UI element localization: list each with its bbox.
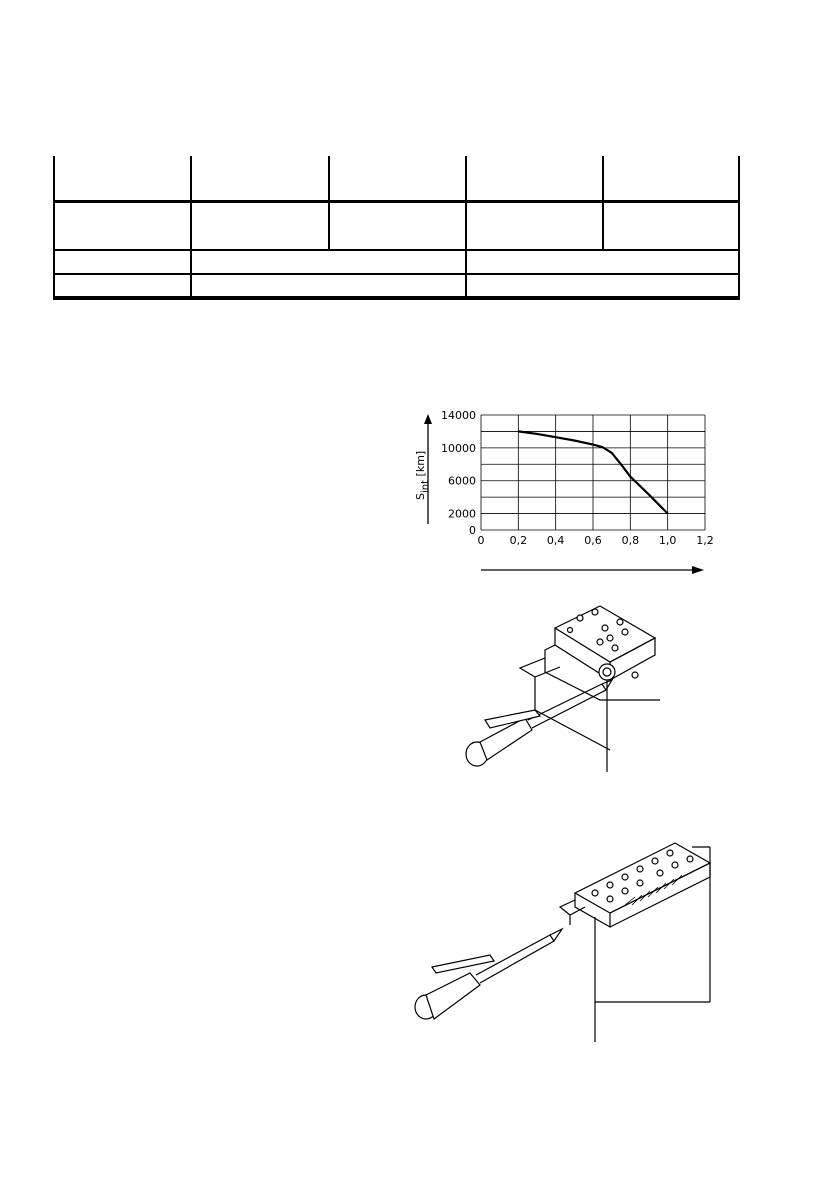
table-rule	[53, 296, 740, 300]
table-divider	[53, 156, 55, 300]
screwdriver-icon	[450, 600, 670, 780]
y-tick-label: 0	[469, 524, 476, 537]
table-rule	[53, 249, 740, 251]
x-tick-label: 1,2	[696, 534, 714, 547]
x-tick-label: 0,4	[546, 534, 565, 547]
table-divider	[328, 156, 330, 250]
y-tick-label: 2000	[448, 507, 476, 521]
x-tick-label: 0,2	[509, 534, 528, 547]
table-divider	[738, 156, 740, 300]
x-tick-label: 0,6	[584, 534, 602, 547]
x-tick-label: 0	[477, 534, 485, 547]
table-divider	[465, 156, 467, 298]
screwdriver-slide-icon	[410, 835, 720, 1045]
chart-svg	[380, 400, 720, 580]
table-divider	[602, 156, 604, 250]
y-tick-label: 14000	[441, 409, 476, 422]
table-rule	[53, 200, 740, 203]
y-tick-label: 10000	[441, 441, 476, 455]
table-rule	[53, 273, 740, 275]
slide-illustration	[410, 835, 720, 1045]
table-divider	[190, 250, 192, 300]
lubrication-illustration	[450, 600, 670, 780]
y-tick-label: 6000	[448, 474, 476, 488]
x-tick-label: 1,0	[658, 534, 677, 547]
y-axis-arrowhead	[424, 414, 432, 424]
table-divider	[190, 156, 192, 252]
x-axis-arrowhead	[692, 566, 704, 574]
wear-chart	[380, 400, 720, 580]
y-axis-label: Sint [km]	[414, 450, 431, 500]
x-tick-label: 0,8	[621, 534, 640, 547]
